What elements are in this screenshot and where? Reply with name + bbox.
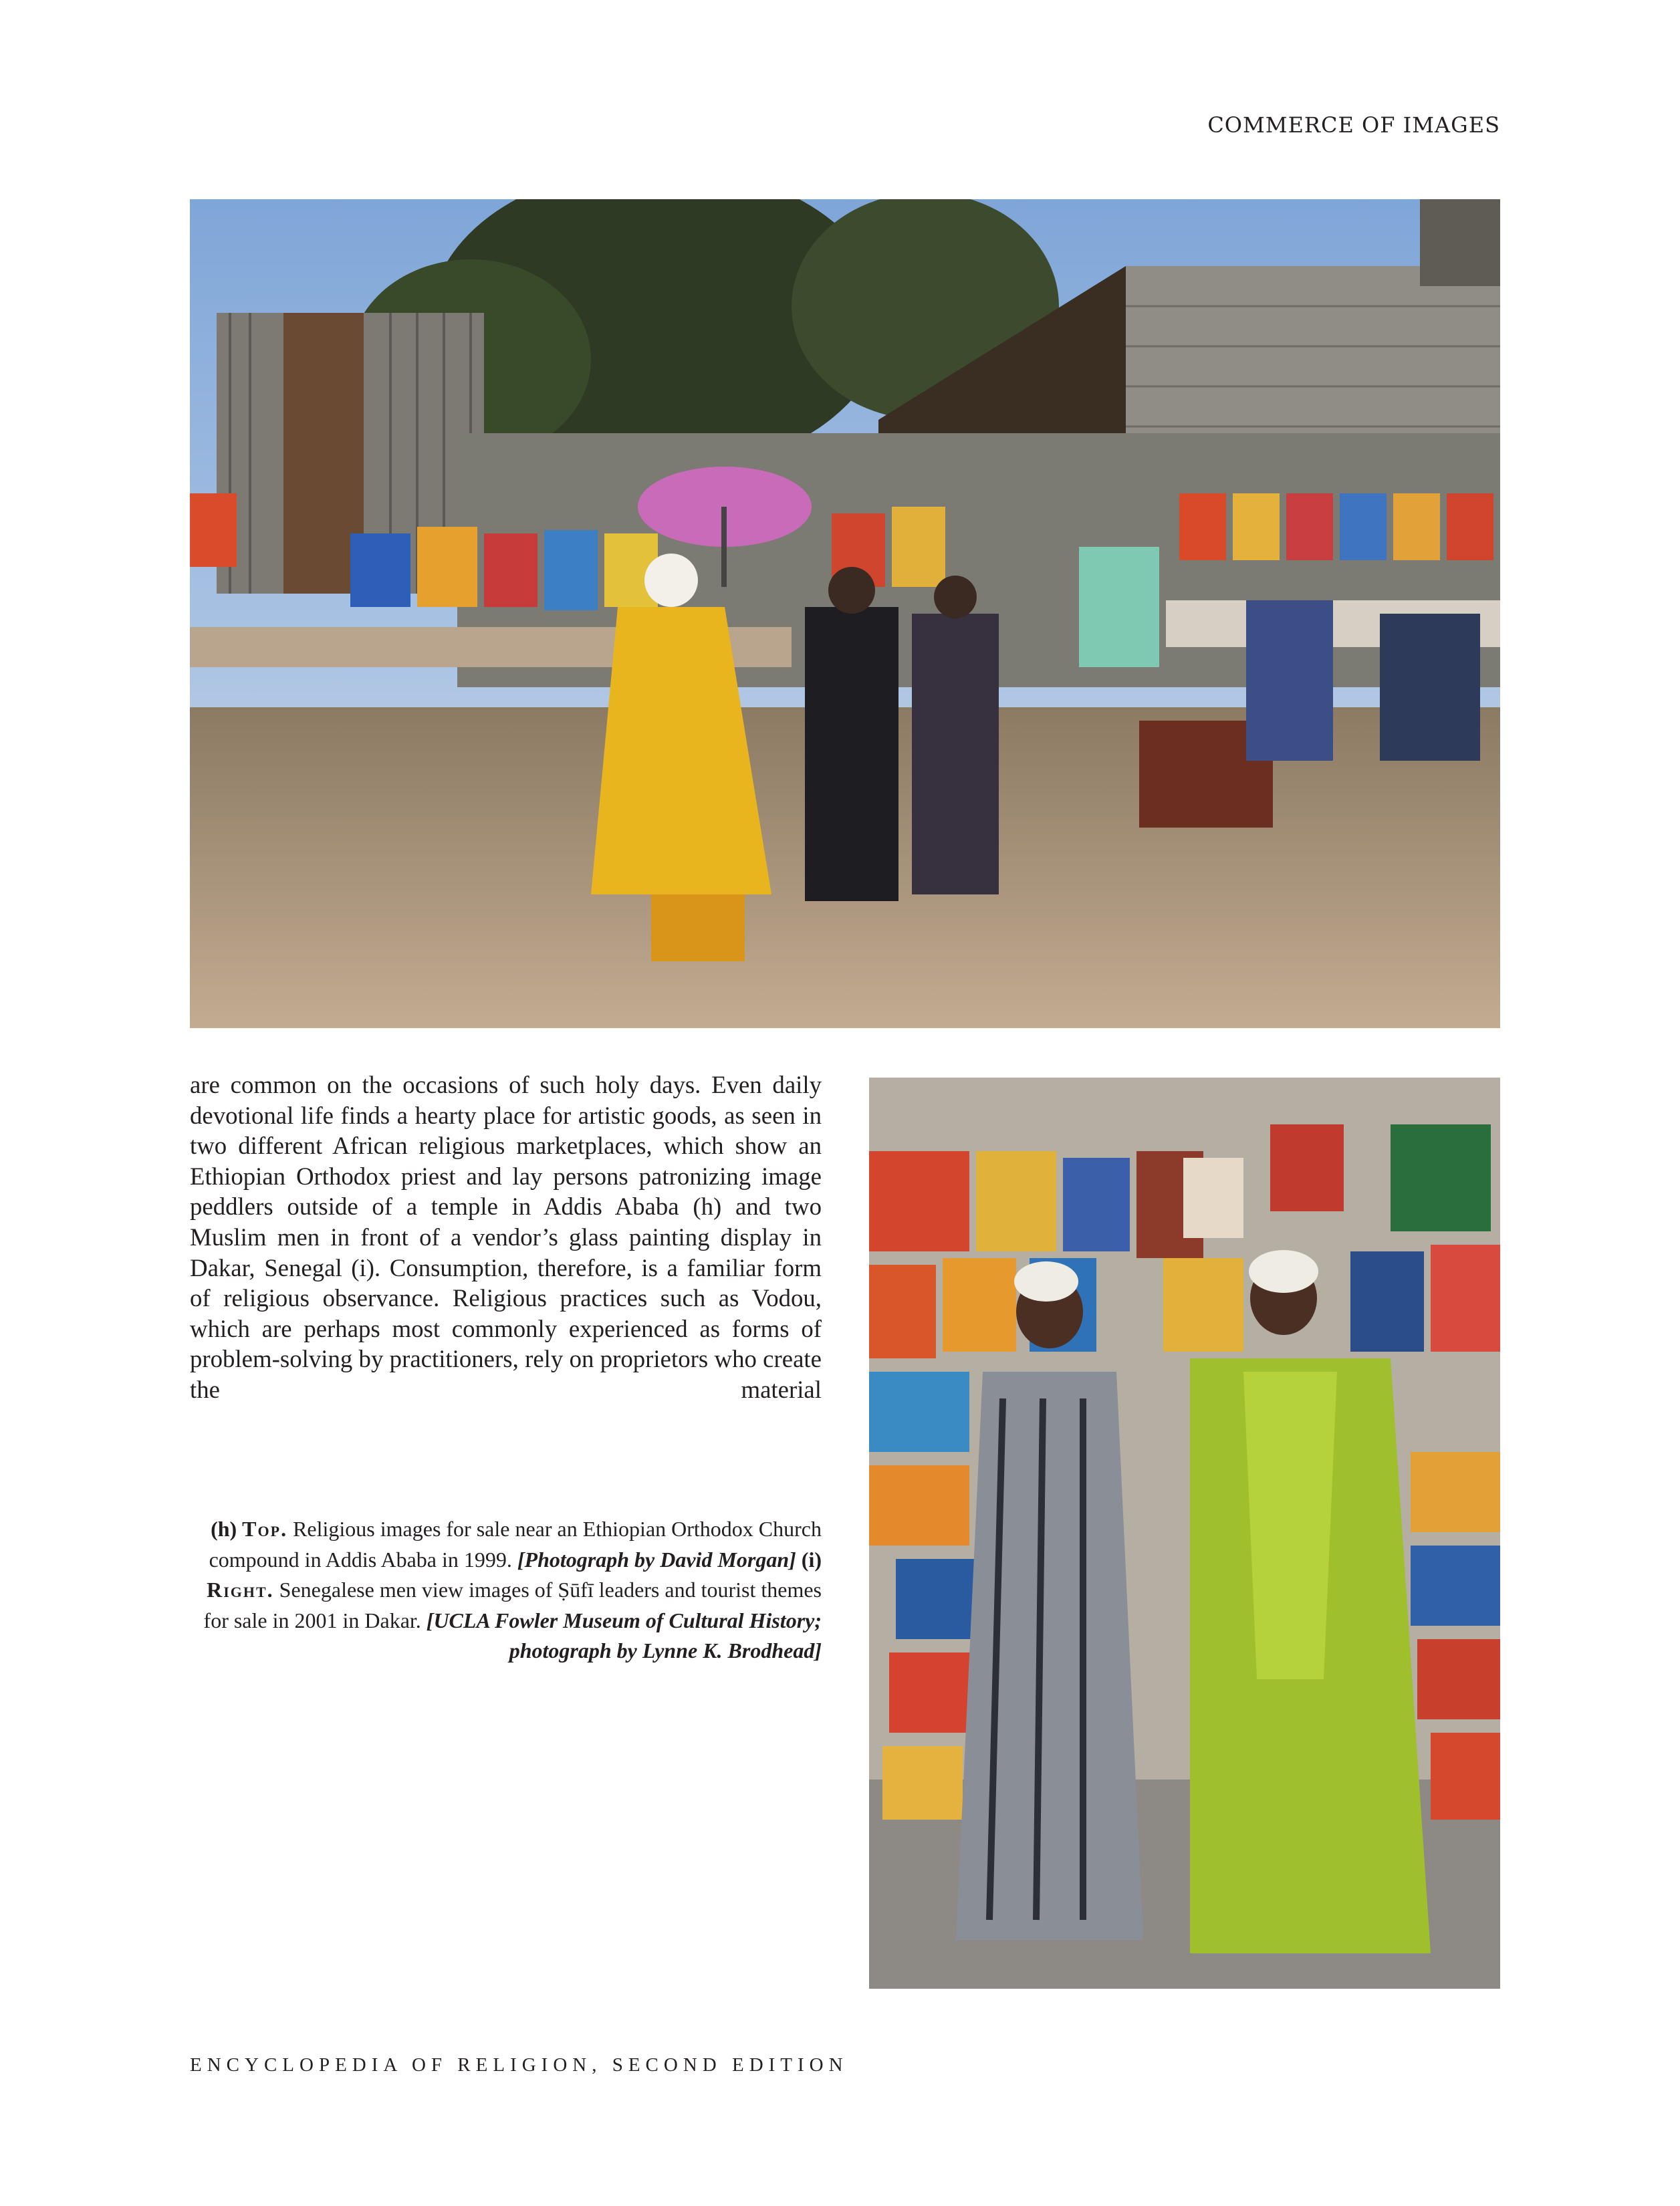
figure-caption <box>190 1514 822 1667</box>
caption-i-position: Right. <box>207 1578 274 1602</box>
caption-h-label: (h) <box>211 1517 237 1541</box>
body-paragraph: are common on the occasions of such holy days. Even daily devotional life finds a hearty place for artistic goods, as seen in two different African religious marketplaces, which show an Ethiopian Orthodox priest and lay persons patronizing image peddlers outside of a temple in Addis Ababa (h) and two Muslim men in front of a vendor’s glass painting display in Dakar, Senegal (i). Consumption, therefore, is a familiar form of religious observance. Religious practices such as Vodou, which are perhaps most commonly experienced as forms of problem-solving by practitioners, rely on proprietors who create the material <box>190 1071 822 1403</box>
caption-i-credit: [UCLA Fowler Museum of Cultural History; photograph by Lynne K. Brodhead] <box>426 1608 822 1663</box>
photo-addis-ababa-market <box>190 199 1500 1028</box>
footer-book-title: ENCYCLOPEDIA OF RELIGION, SECOND EDITION <box>190 2054 848 2076</box>
photo-dakar-glass-paintings <box>869 1078 1500 1989</box>
caption-i-text: Senegalese men view images of Ṣūfī leaders and tourist themes for sale in 2001 in Dakar. <box>203 1578 822 1632</box>
caption-i-label: (i) <box>801 1547 822 1572</box>
running-head: COMMERCE OF IMAGES <box>1207 112 1500 138</box>
caption-h-credit: [Photograph by David Morgan] <box>517 1547 796 1572</box>
caption-h-position: Top. <box>242 1517 288 1541</box>
caption-h-text: Religious images for sale near an Ethiopian Orthodox Church compound in Addis Ababa in 1999. <box>209 1517 822 1572</box>
